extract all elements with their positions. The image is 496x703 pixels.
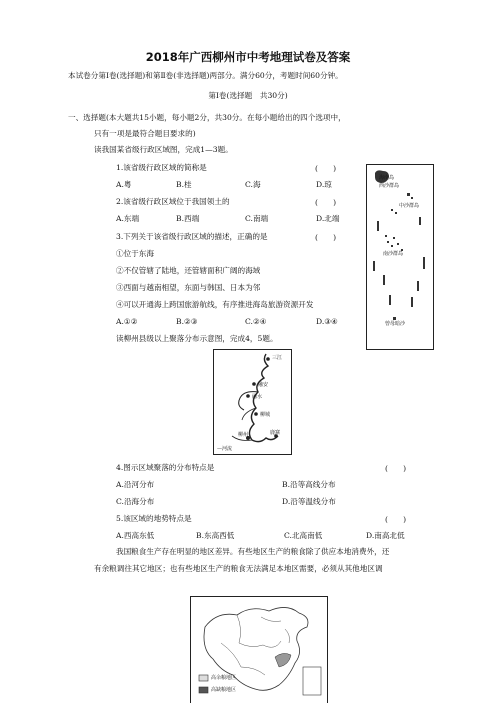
q1-option-a: A.粤 [116, 180, 132, 189]
map2-label-rongshui: 融水 [252, 394, 263, 400]
q3-statement-1: ①位于东海 [116, 249, 154, 258]
q5-answer-paren: ( ) [385, 515, 407, 524]
q4-option-b: B.沿等高线分布 [282, 480, 336, 489]
map2-legend-river: —河流 [217, 446, 233, 452]
q2-option-a: A.东端 [116, 214, 140, 223]
q5-option-a: A.西高东低 [116, 531, 155, 540]
q2-option-d: D.北端 [316, 214, 340, 223]
q5-option-d: D.南高北低 [366, 531, 405, 540]
q3-text: 3.下列关于该省级行政区域的描述，正确的是 [116, 232, 268, 241]
q3-option-d: D.③④ [316, 317, 338, 326]
q5-text: 5.该区域的地势特点是 [116, 514, 192, 523]
intro-text: 本试卷分第Ⅰ卷(选择题)和第Ⅱ卷(非选择题)两部分。满分60分，考题时间60分钟。 [68, 71, 343, 80]
q5-option-c: C.北高南低 [284, 531, 323, 540]
q5-option-b: B.东高西低 [196, 531, 235, 540]
section1-heading: 一、选择题(本大题共15小题，每小题2分，共30分。在每小题给出的四个选项中， [68, 113, 346, 122]
map3-legend-deficit: 高缺粮地区 [211, 687, 237, 693]
liuzhou-settlement-map [213, 349, 292, 455]
q4-option-d: D.沿等温线分布 [282, 497, 336, 506]
q4-option-a: A.沿河分布 [116, 480, 155, 489]
map2-label-sanjiang: 三江 [272, 355, 283, 361]
q3-option-c: C.②④ [245, 317, 267, 326]
stem-q4-5: 读柳州县级以上聚落分布示意图，完成4，5题。 [116, 334, 278, 343]
q3-answer-paren: ( ) [315, 233, 337, 242]
map2-label-liuzhou: 柳州 [238, 432, 249, 438]
q3-statement-4: ④可以开通海上跨国旅游航线，有序推进海岛旅游资源开发 [116, 300, 314, 309]
paragraph-line-1: 我国粮食生产存在明显的地区差异。有些地区生产的粮食除了供应本地消费外，还 [116, 547, 390, 556]
paragraph-line-2: 有余粮调往其它地区；也有些地区生产的粮食无法满足本地区需要，必须从其他地区调 [94, 564, 383, 573]
map1-label-xisha: 西沙群岛 [379, 183, 400, 189]
q2-answer-paren: ( ) [315, 198, 337, 207]
map2-label-liucheng: 柳城 [260, 412, 271, 418]
stem-q1-3: 读我国某省级行政区域图，完成1—3题。 [94, 145, 233, 154]
q2-option-c: C.南端 [245, 214, 269, 223]
map2-label-luzhai: 鹿寨 [270, 430, 281, 436]
q3-statement-3: ③西面与越南相望，东面与韩国、日本为邻 [116, 283, 261, 292]
q4-option-c: C.沿海分布 [116, 497, 155, 506]
q2-option-b: B.西端 [176, 214, 200, 223]
map1-label-zhongsha: 中沙群岛 [399, 203, 420, 209]
q1-option-d: D.琼 [316, 180, 332, 189]
map1-label-nansha: 南沙群岛 [383, 251, 404, 257]
q4-text: 4.图示区域聚落的分布特点是 [116, 463, 215, 472]
map3-legend-surplus: 高余粮地区 [211, 675, 237, 681]
q3-option-a: A.①② [116, 317, 138, 326]
q1-text: 1.该省级行政区域的简称是 [116, 163, 207, 172]
map1-label-hainan: 海南岛 [379, 175, 395, 181]
part1-heading: 第Ⅰ卷(选择题 共30分) [208, 91, 288, 100]
page-title: 2018年广西柳州市中考地理试卷及答案 [145, 50, 351, 64]
river-network-figure [214, 350, 291, 454]
section1-note: 只有一项是最符合题目要求的) [94, 129, 196, 138]
q1-option-c: C.海 [245, 180, 261, 189]
q2-text: 2.该省级行政区域位于我国领土的 [116, 197, 230, 206]
map1-label-zengmu: 曾母暗沙 [385, 321, 406, 327]
q4-answer-paren: ( ) [385, 464, 407, 473]
q1-answer-paren: ( ) [315, 164, 337, 173]
map2-label-rongan: 融安 [258, 382, 269, 388]
q3-statement-2: ②不仅管辖了陆地，还管辖面积广阔的海域 [116, 266, 261, 275]
q1-option-b: B.桂 [176, 180, 192, 189]
china-grain-map [190, 596, 328, 703]
province-map [366, 164, 434, 350]
q3-option-b: B.②③ [176, 317, 198, 326]
